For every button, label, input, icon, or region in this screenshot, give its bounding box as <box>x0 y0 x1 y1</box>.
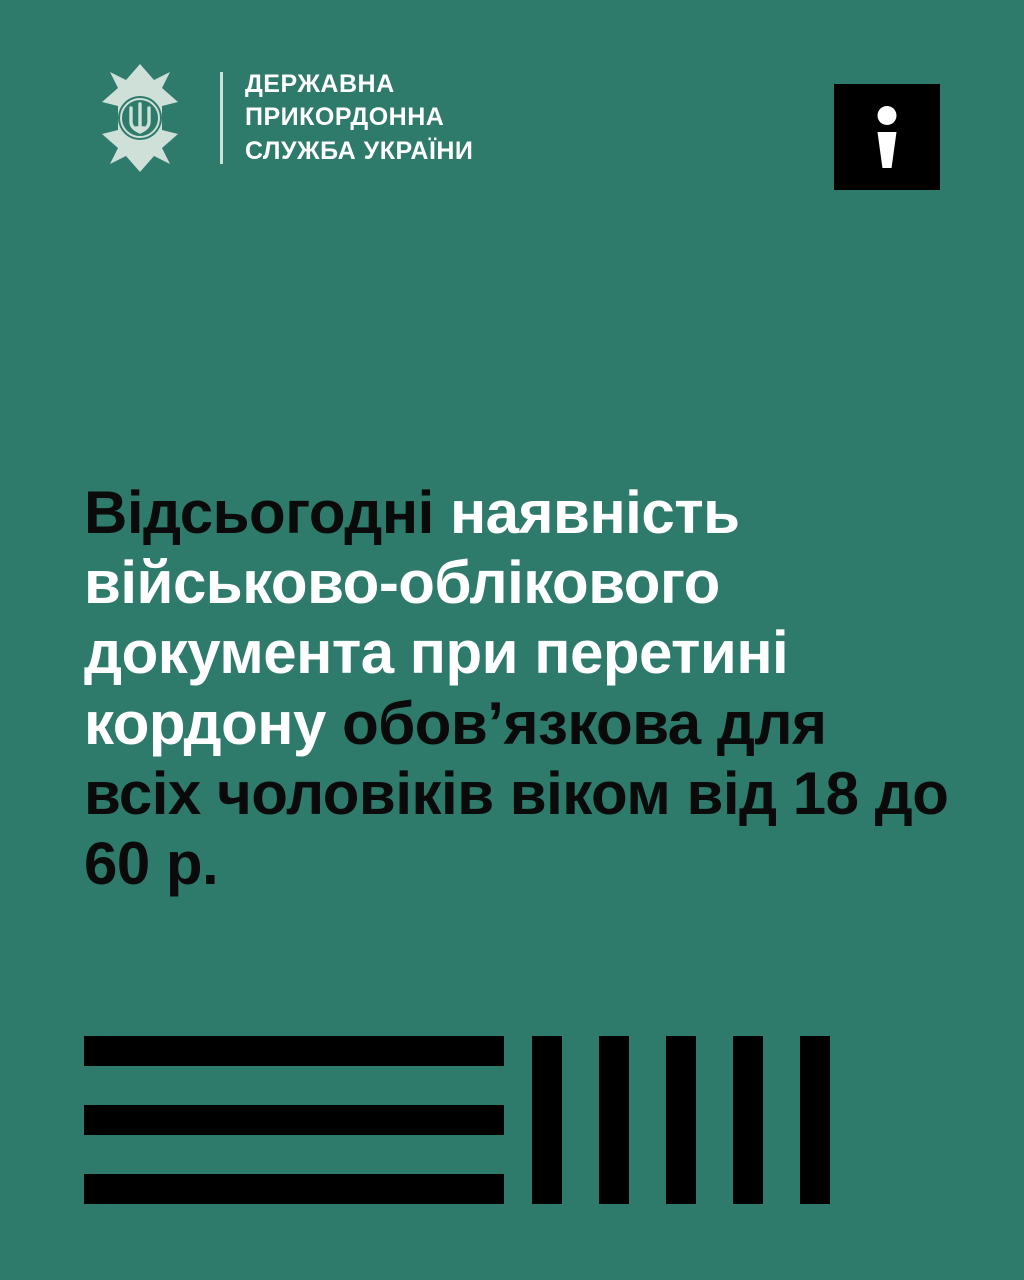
information-stem <box>878 132 897 168</box>
organization-name: ДЕРЖАВНА ПРИКОРДОННА СЛУЖБА УКРАЇНИ <box>245 69 474 165</box>
vertical-bar <box>733 1036 763 1204</box>
brand-block <box>84 62 473 174</box>
brand-divider <box>220 72 223 164</box>
horizontal-bars-decoration <box>84 1036 504 1204</box>
vertical-bar <box>666 1036 696 1204</box>
header <box>84 62 940 192</box>
information-glyph <box>874 106 900 168</box>
border-guard-emblem-icon <box>84 62 196 174</box>
horizontal-bar <box>84 1174 504 1204</box>
horizontal-bar <box>84 1105 504 1135</box>
page-title <box>84 478 954 899</box>
headline-segment-1: Відсьогодні <box>84 479 450 546</box>
information-icon <box>834 84 940 190</box>
horizontal-bar <box>84 1036 504 1066</box>
information-dot <box>878 106 897 125</box>
vertical-bar <box>599 1036 629 1204</box>
vertical-bars-decoration <box>532 1036 940 1204</box>
headline-segment-2: наявність військово-облікового документа при перетині кордону <box>84 479 789 757</box>
vertical-bar <box>800 1036 830 1204</box>
vertical-bar <box>532 1036 562 1204</box>
headline-segment-3: обов’язкова для всіх чоловіків віком від 18 до 60 р. <box>84 689 949 897</box>
